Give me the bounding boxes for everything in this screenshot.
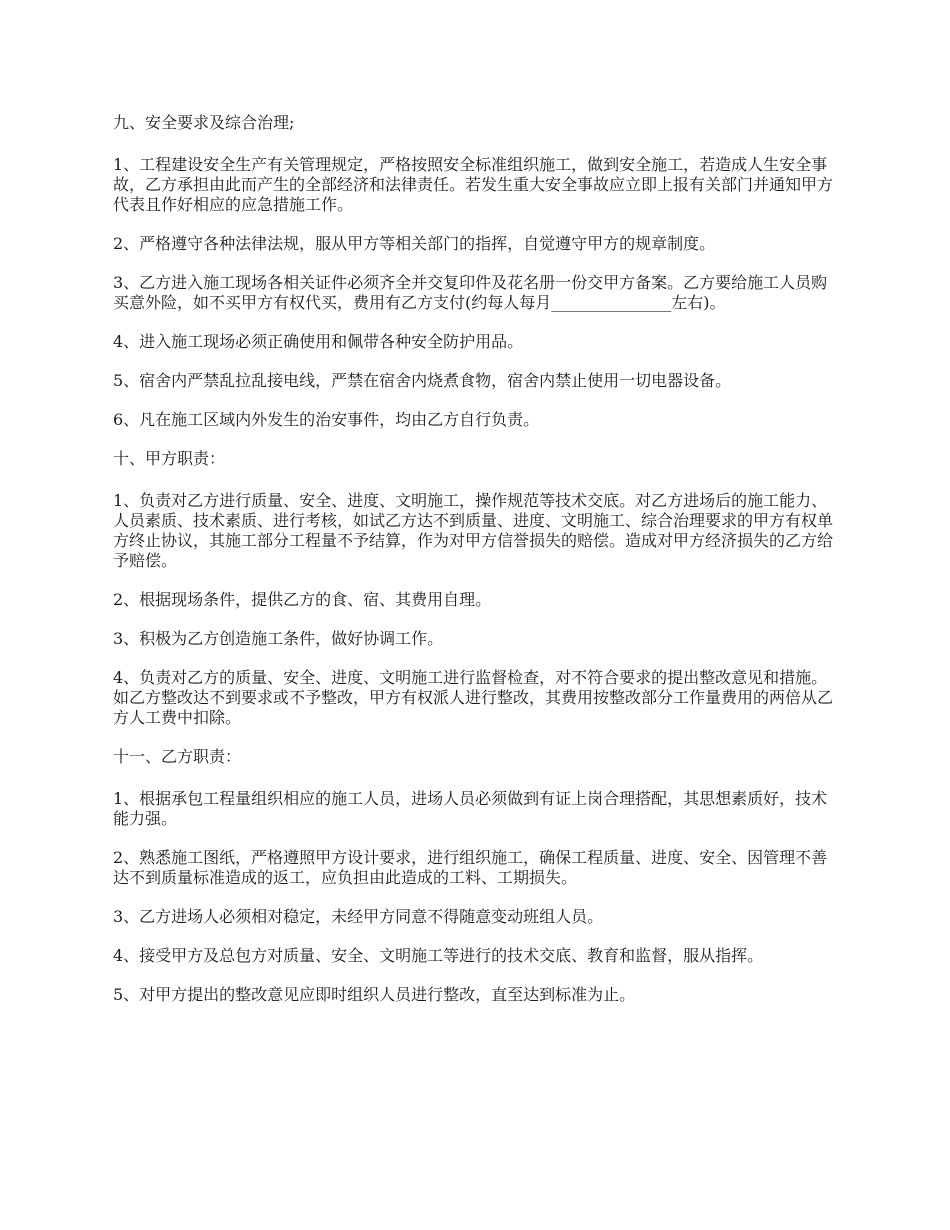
paragraph: 5、对甲方提出的整改意见应即时组织人员进行整改，直至达到标准为止。	[113, 985, 636, 1004]
paragraph: 3、乙方进场人必须相对稳定，未经甲方同意不得随意变动班组人员。	[113, 907, 604, 926]
paragraph: 1、负责对乙方进行质量、安全、进度、文明施工，操作规范等技术交底。对乙方进场后的施工能力、人员素质、技术素质、进行考核，如试乙方达不到质量、进度、文明施工、综合治理要求的甲方有权单方终止协议，其施工部分工程量不予结算，作为对甲方信誉损失的赔偿。造成对甲方经济损失的乙方给予赔偿。	[113, 491, 834, 570]
document-page	[113, 113, 835, 1024]
section-heading-safety: 九、安全要求及综合治理;	[113, 113, 295, 132]
section-heading-party-b: 十一、乙方职责：	[113, 747, 242, 766]
paragraph: 1、工程建设安全生产有关管理规定，严格按照安全标准组织施工，做到安全施工，若造成人生安全事故，乙方承担由此而产生的全部经济和法律责任。若发生重大安全事故应立即上报有关部门并通知甲方代表且作好相应的应急措施工作。	[113, 155, 834, 214]
paragraph: 1、根据承包工程量组织相应的施工人员，进场人员必须做到有证上岗合理搭配，其思想素质好，技术能力强。	[113, 789, 828, 828]
paragraph: 4、进入施工现场必须正确使用和佩带各种安全防护用品。	[113, 332, 524, 351]
paragraph: 5、宿舍内严禁乱拉乱接电线，严禁在宿舍内烧煮食物，宿舍内禁止使用一切电器设备。	[113, 371, 732, 390]
paragraph: 3、乙方进入施工现场各相关证件必须齐全并交复印件及花名册一份交甲方备案。乙方要给施工人员购买意外险，如不买甲方有权代买，费用有乙方支付(约每人每月_______________左右)。	[113, 273, 828, 312]
paragraph: 3、积极为乙方创造施工条件，做好协调工作。	[113, 629, 444, 648]
paragraph: 2、熟悉施工图纸，严格遵照甲方设计要求，进行组织施工，确保工程质量、进度、安全、因管理不善达不到质量标准造成的返工，应负担由此造成的工料、工期损失。	[113, 848, 828, 887]
section-heading-party-a: 十、甲方职责：	[113, 449, 226, 468]
paragraph: 2、严格遵守各种法律法规，服从甲方等相关部门的指挥，自觉遵守甲方的规章制度。	[113, 234, 716, 253]
paragraph: 2、根据现场条件，提供乙方的食、宿、其费用自理。	[113, 590, 492, 609]
paragraph: 4、负责对乙方的质量、安全、进度、文明施工进行监督检查，对不符合要求的提出整改意见和措施。如乙方整改达不到要求或不予整改，甲方有权派人进行整改，其费用按整改部分工作量费用的两倍从乙方人工费中扣除。	[113, 668, 834, 727]
paragraph: 6、凡在施工区域内外发生的治安事件，均由乙方自行负责。	[113, 410, 540, 429]
paragraph: 4、接受甲方及总包方对质量、安全、文明施工等进行的技术交底、教育和监督，服从指挥。	[113, 946, 764, 965]
